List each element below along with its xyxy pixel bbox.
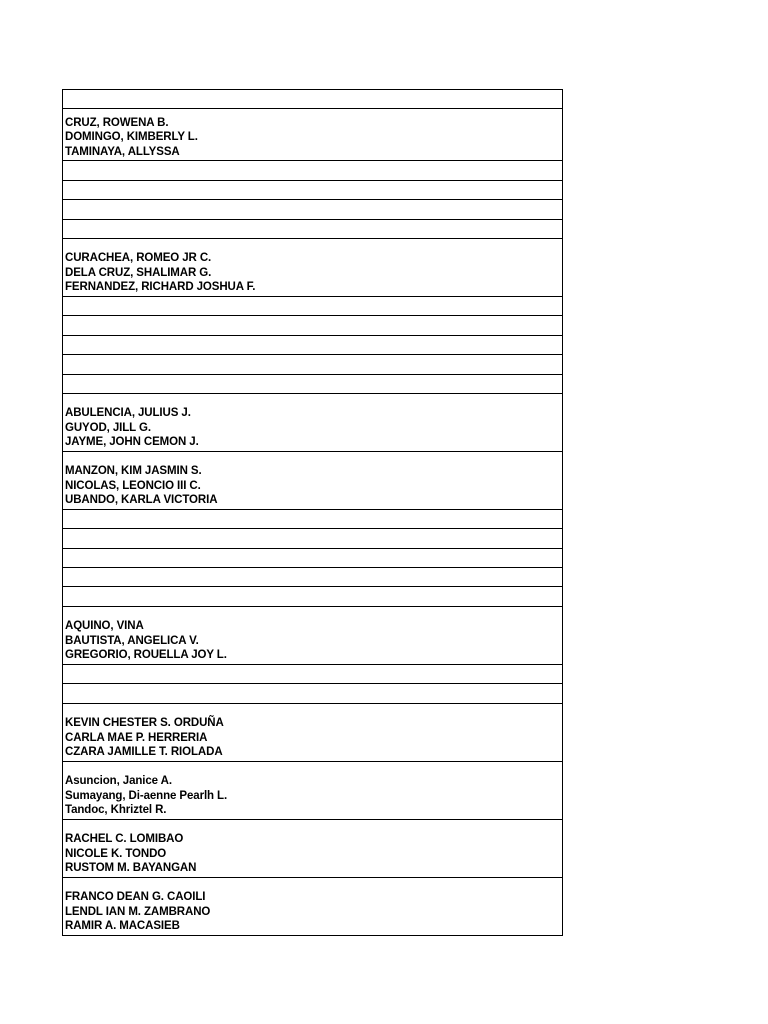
table-cell[interactable]: [63, 180, 563, 199]
member-name: GREGORIO, ROUELLA JOY L.: [65, 649, 227, 662]
table-row-empty: [63, 664, 563, 683]
table-row-empty: [63, 90, 563, 109]
table-row-names: [63, 393, 563, 451]
table-row-empty: [63, 548, 563, 567]
member-name: FERNANDEZ, RICHARD JOSHUA F.: [65, 281, 256, 294]
table-row-empty: [63, 296, 563, 315]
table-row-names: [63, 451, 563, 509]
member-name: Sumayang, Di-aenne Pearlh L.: [65, 789, 228, 802]
table-row-names: [63, 109, 563, 161]
table-row-empty: [63, 316, 563, 335]
table-cell[interactable]: [63, 90, 563, 109]
table-cell[interactable]: [63, 509, 563, 528]
member-name: NICOLAS, LEONCIO III C.: [65, 479, 201, 492]
member-name: RUSTOM M. BAYANGAN: [65, 862, 197, 875]
member-name: MANZON, KIM JASMIN S.: [65, 465, 202, 478]
table-row-empty: [63, 200, 563, 219]
member-name: UBANDO, KARLA VICTORIA: [65, 494, 218, 507]
table-cell[interactable]: [63, 819, 563, 877]
member-name: KEVIN CHESTER S. ORDUÑA: [65, 717, 224, 730]
table-cell[interactable]: [63, 238, 563, 296]
member-name: CARLA MAE P. HERRERIA: [65, 731, 208, 744]
member-name: RACHEL C. LOMIBAO: [65, 833, 184, 846]
table-row-names: [63, 761, 563, 819]
name-list-table: [62, 89, 563, 936]
member-name: Tandoc, Khriztel R.: [65, 804, 167, 817]
name-list-body: [63, 90, 563, 936]
table-cell[interactable]: [63, 355, 563, 374]
member-name: RAMIR A. MACASIEB: [65, 920, 180, 933]
member-name: BAUTISTA, ANGELICA V.: [65, 634, 199, 647]
table-cell[interactable]: [63, 664, 563, 683]
table-row-empty: [63, 374, 563, 393]
table-row-empty: [63, 568, 563, 587]
member-name: NICOLE K. TONDO: [65, 847, 167, 860]
member-name: DOMINGO, KIMBERLY L.: [65, 131, 198, 144]
table-cell[interactable]: [63, 161, 563, 180]
member-name: LENDL IAN M. ZAMBRANO: [65, 905, 211, 918]
table-cell[interactable]: [63, 316, 563, 335]
table-row-names: [63, 819, 563, 877]
table-row-names: [63, 606, 563, 664]
member-name: CURACHEA, ROMEO JR C.: [65, 252, 212, 265]
member-name: CZARA JAMILLE T. RIOLADA: [65, 746, 223, 759]
member-name: ABULENCIA, JULIUS J.: [65, 407, 191, 420]
table-cell[interactable]: [63, 684, 563, 703]
table-row-empty: [63, 161, 563, 180]
table-row-empty: [63, 684, 563, 703]
table-cell[interactable]: [63, 568, 563, 587]
table-row-empty: [63, 529, 563, 548]
table-cell[interactable]: [63, 761, 563, 819]
member-name: CRUZ, ROWENA B.: [65, 116, 169, 129]
table-cell[interactable]: [63, 393, 563, 451]
table-row-empty: [63, 355, 563, 374]
table-cell[interactable]: [63, 109, 563, 161]
table-cell[interactable]: [63, 548, 563, 567]
table-cell[interactable]: [63, 877, 563, 935]
table-cell[interactable]: [63, 703, 563, 761]
table-row-empty: [63, 219, 563, 238]
table-row-empty: [63, 509, 563, 528]
member-name: Asuncion, Janice A.: [65, 775, 172, 788]
table-row-names: [63, 238, 563, 296]
member-name: GUYOD, JILL G.: [65, 421, 151, 434]
table-cell[interactable]: [63, 529, 563, 548]
table-cell[interactable]: [63, 451, 563, 509]
member-name: FRANCO DEAN G. CAOILI: [65, 891, 206, 904]
member-name: TAMINAYA, ALLYSSA: [65, 145, 180, 158]
table-cell[interactable]: [63, 219, 563, 238]
table-cell[interactable]: [63, 374, 563, 393]
table-cell[interactable]: [63, 200, 563, 219]
table-cell[interactable]: [63, 335, 563, 354]
table-cell[interactable]: [63, 587, 563, 606]
member-name: DELA CRUZ, SHALIMAR G.: [65, 266, 212, 279]
table-row-empty: [63, 587, 563, 606]
table-row-empty: [63, 335, 563, 354]
member-name: AQUINO, VINA: [65, 620, 144, 633]
table-row-names: [63, 703, 563, 761]
member-name: JAYME, JOHN CEMON J.: [65, 436, 199, 449]
table-row-empty: [63, 180, 563, 199]
table-row-names: [63, 877, 563, 935]
table-cell[interactable]: [63, 606, 563, 664]
table-cell[interactable]: [63, 296, 563, 315]
